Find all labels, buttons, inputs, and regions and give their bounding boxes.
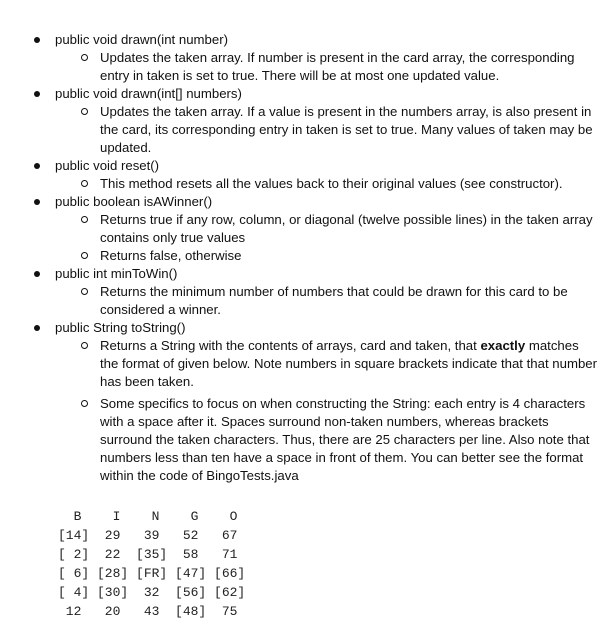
bullet-icon bbox=[34, 325, 40, 331]
description-text: Returns true if any row, column, or diagonal (twelve possible lines) in the taken array contains only true values bbox=[100, 212, 593, 245]
bullet-icon bbox=[34, 199, 40, 205]
circle-bullet-icon bbox=[81, 288, 88, 295]
method-mintowin bbox=[0, 265, 597, 283]
description-text: Returns the minimum number of numbers that could be drawn for this card to be considered a winner. bbox=[100, 284, 568, 317]
bullet-icon bbox=[34, 271, 40, 277]
method-signature: public void drawn(int number) bbox=[55, 32, 228, 47]
bingo-header-row: B I N G O bbox=[58, 509, 238, 524]
bullet-icon bbox=[34, 163, 40, 169]
emphasis-text: exactly bbox=[480, 338, 526, 353]
description-text: This method resets all the values back to their original values (see constructor). bbox=[100, 176, 563, 191]
method-drawn-int-array bbox=[0, 85, 597, 103]
bingo-row: 12 20 43 [48] 75 bbox=[58, 604, 238, 619]
method-signature: public String toString() bbox=[55, 320, 186, 335]
bingo-card-example bbox=[58, 507, 245, 621]
bingo-row: [ 4] [30] 32 [56] [62] bbox=[58, 585, 246, 600]
method-description bbox=[0, 175, 597, 193]
description-text: Updates the taken array. If number is present in the card array, the corresponding entry in taken is set to true. There will be at most one updated value. bbox=[100, 50, 575, 83]
method-reset bbox=[0, 157, 597, 175]
circle-bullet-icon bbox=[81, 108, 88, 115]
description-text: Updates the taken array. If a value is present in the numbers array, is also present in the card, its corresponding entry in taken is set to true. Many values of taken may be updated. bbox=[100, 104, 593, 155]
circle-bullet-icon bbox=[81, 54, 88, 61]
description-text: Some specifics to focus on when constructing the String: each entry is 4 characters with a space after it. Spaces surround non-taken numbers, whereas brackets surround the taken characters. Thus, there are 25 characters per line. Also note that numbers less than ten have a space in front of them. You can better see the format within the code of BingoTests.java bbox=[100, 396, 590, 483]
bullet-icon bbox=[34, 37, 40, 43]
circle-bullet-icon bbox=[81, 400, 88, 407]
method-description bbox=[0, 103, 597, 157]
method-signature: public void reset() bbox=[55, 158, 160, 173]
method-description bbox=[0, 337, 597, 391]
description-text: Returns false, otherwise bbox=[100, 248, 242, 263]
bingo-row: [ 2] 22 [35] 58 71 bbox=[58, 547, 238, 562]
method-description bbox=[0, 49, 597, 85]
method-signature: public int minToWin() bbox=[55, 266, 178, 281]
circle-bullet-icon bbox=[81, 252, 88, 259]
bingo-row: [14] 29 39 52 67 bbox=[58, 528, 238, 543]
method-description bbox=[0, 395, 597, 485]
method-signature: public void drawn(int[] numbers) bbox=[55, 86, 242, 101]
method-drawn-int bbox=[0, 31, 597, 49]
method-description bbox=[0, 283, 597, 319]
method-description bbox=[0, 211, 597, 247]
circle-bullet-icon bbox=[81, 216, 88, 223]
bingo-row: [ 6] [28] [FR] [47] [66] bbox=[58, 566, 246, 581]
method-tostring bbox=[0, 319, 597, 337]
bullet-icon bbox=[34, 91, 40, 97]
method-signature: public boolean isAWinner() bbox=[55, 194, 213, 209]
method-description bbox=[0, 247, 597, 265]
circle-bullet-icon bbox=[81, 342, 88, 349]
circle-bullet-icon bbox=[81, 180, 88, 187]
description-text: Returns a String with the contents of arrays, card and taken, that exactly matches the format of given below. Note numbers in square brackets indicate that that number has been taken. bbox=[100, 338, 598, 389]
method-isawinner bbox=[0, 193, 597, 211]
